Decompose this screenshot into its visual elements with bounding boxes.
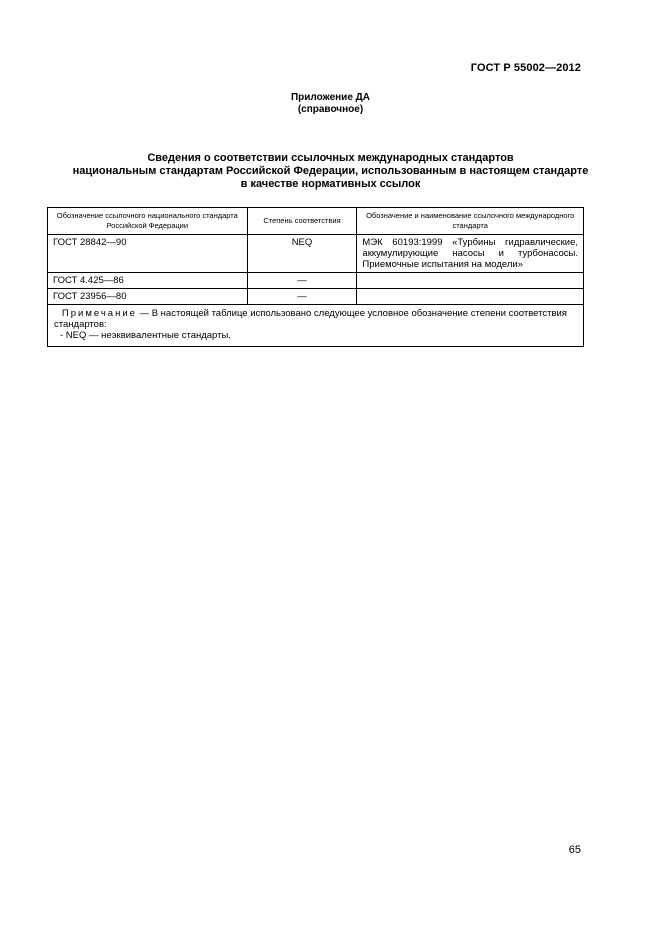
note-label: Примечание <box>61 308 137 319</box>
table-header-row <box>48 208 584 235</box>
degree-cell: — <box>247 273 357 289</box>
section-title <box>0 152 661 191</box>
national-standard-cell: ГОСТ 23956—80 <box>48 289 248 305</box>
degree-cell: — <box>247 289 357 305</box>
note-text: — В настоящей таблице использовано следующее условное обозначение степени соответствия стандартов: <box>54 308 567 330</box>
degree-cell: NEQ <box>247 235 357 273</box>
section-title-line: в качестве нормативных ссылок <box>240 178 421 190</box>
page-number: 65 <box>568 844 581 856</box>
appendix-heading <box>0 92 661 116</box>
international-standard-cell <box>357 289 584 305</box>
national-standard-cell: ГОСТ 4.425—86 <box>48 273 248 289</box>
section-title-line: национальным стандартам Российской Федерации, использованным в настоящем стандарте <box>72 165 589 177</box>
table-row <box>48 273 584 289</box>
section-title-line: Сведения о соответствии ссылочных международных стандартов <box>147 152 514 164</box>
document-code: ГОСТ Р 55002—2012 <box>470 62 581 74</box>
note-paragraph <box>54 308 577 330</box>
note-item: - NEQ — неэквивалентные стандарты. <box>60 330 231 341</box>
table-note <box>48 305 584 347</box>
international-standard-cell <box>357 273 584 289</box>
table-note-row <box>48 305 584 347</box>
table-row <box>48 289 584 305</box>
table-row <box>48 235 584 273</box>
national-standard-cell: ГОСТ 28842—90 <box>48 235 248 273</box>
international-standard-cell: МЭК 60193:1999 «Турбины гидравлические, аккумулирующие насосы и турбонасосы. Приемочные испытания на модели» <box>357 235 584 273</box>
appendix-title: Приложение ДА <box>290 92 371 103</box>
header-international-standard: Обозначение и наименование ссылочного международного стандарта <box>357 208 584 235</box>
standards-correspondence-table <box>47 207 584 347</box>
header-national-standard: Обозначение ссылочного национального стандарта Российской Федерации <box>48 208 248 235</box>
appendix-subtitle: (справочное) <box>297 104 364 115</box>
header-degree: Степень соответствия <box>247 208 357 235</box>
